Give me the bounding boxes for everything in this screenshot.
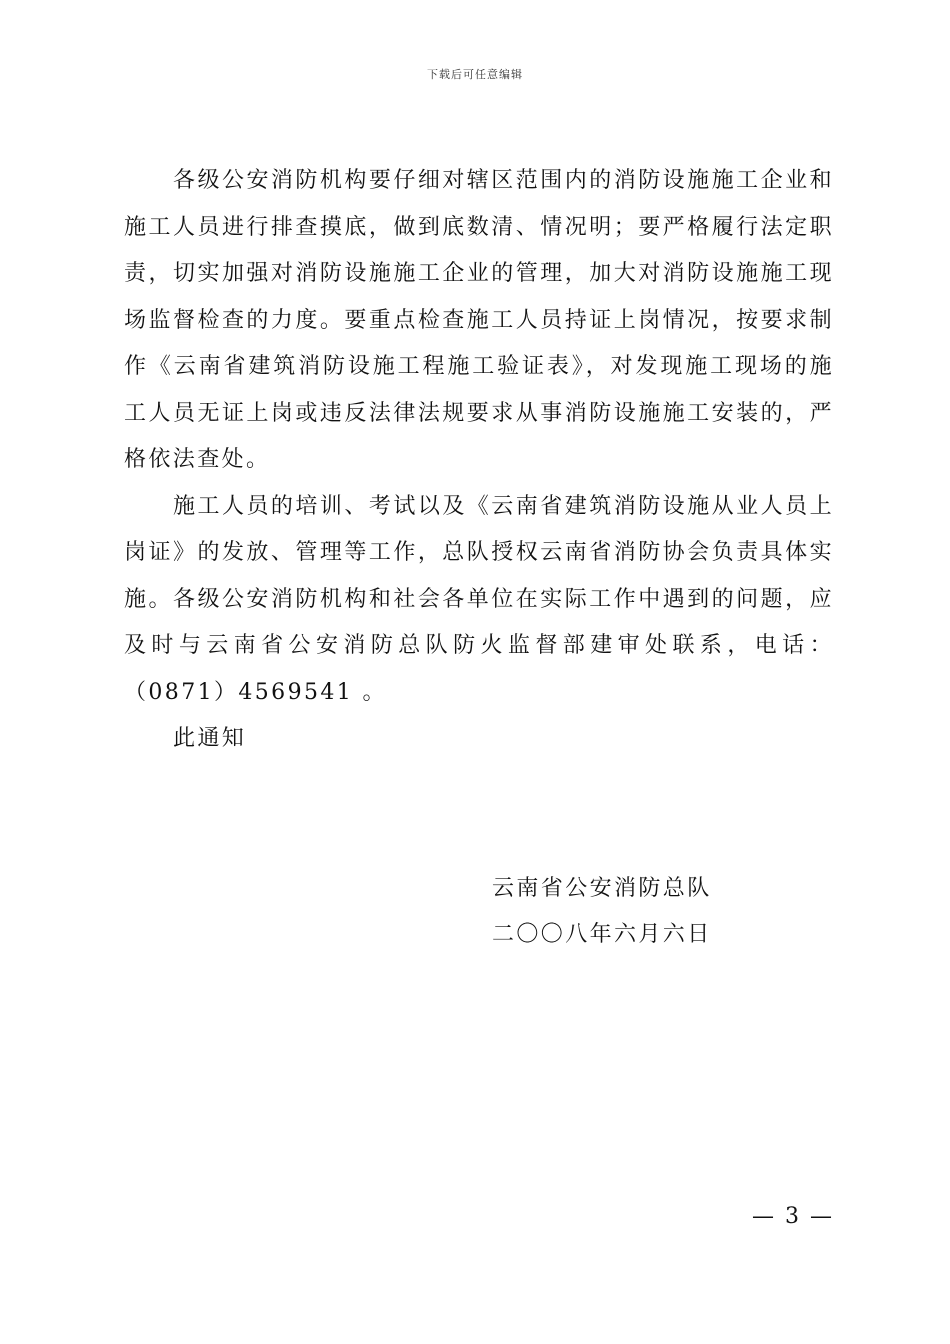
signature-date: 二〇〇八年六月六日 xyxy=(492,922,712,947)
header-note: 下载后可任意编辑 xyxy=(427,68,523,81)
paragraph-training: 施工人员的培训、考试以及《云南省建筑消防设施从业人员上岗证》的发放、管理等工作，总队授权云南省消防协会负责具体实施。各级公安消防机构和社会各单位在实际工作中遇到的问题，应及时与云南省公安消防总队防火监督部建审处联系，电话：（0871）4569541 。 xyxy=(124,493,834,705)
page-number: — 3 — xyxy=(752,1204,834,1229)
signature-block xyxy=(492,866,792,958)
document-body xyxy=(124,158,834,763)
paragraph-inspection: 各级公安消防机构要仔细对辖区范围内的消防设施施工企业和施工人员进行排查摸底，做到底数清、情况明；要严格履行法定职责，切实加强对消防设施施工企业的管理，加大对消防设施施工现场监督检查的力度。要重点检查施工人员持证上岗情况，按要求制作《云南省建筑消防设施工程施工验证表》，对发现施工现场的施工人员无证上岗或违反法律法规要求从事消防设施施工安装的，严格依法查处。 xyxy=(124,168,834,472)
signature-organization: 云南省公安消防总队 xyxy=(492,876,712,901)
closing-line: 此通知 xyxy=(173,726,247,751)
